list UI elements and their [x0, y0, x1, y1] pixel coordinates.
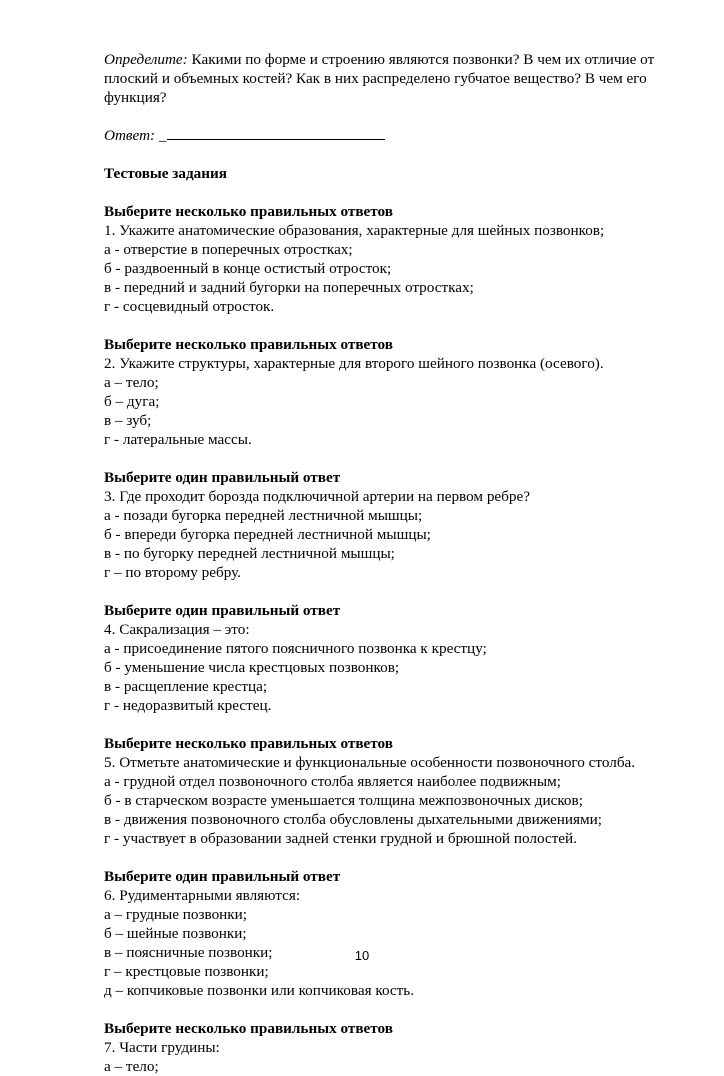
task-5 — [104, 734, 664, 848]
task-instruction: Выберите один правильный ответ — [104, 469, 341, 486]
task-option: б - впереди бугорка передней лестничной мышцы; — [104, 526, 431, 543]
task-option: г - недоразвитый крестец. — [104, 697, 272, 714]
task-list — [104, 202, 664, 1076]
task-option: а – тело; — [104, 1058, 159, 1075]
answer-field — [104, 126, 664, 145]
task-instruction: Выберите один правильный ответ — [104, 868, 341, 885]
task-option: в – зуб; — [104, 412, 152, 429]
task-option: а - присоединение пятого поясничного позвонка к крестцу; — [104, 640, 487, 657]
task-2 — [104, 335, 664, 449]
task-1 — [104, 202, 664, 316]
task-question: 6. Рудиментарными являются: — [104, 887, 301, 904]
task-question: 1. Укажите анатомические образования, характерные для шейных позвонков; — [104, 222, 605, 239]
task-question: 7. Части грудины: — [104, 1039, 220, 1056]
task-option: а - позади бугорка передней лестничной мышцы; — [104, 507, 423, 524]
task-7 — [104, 1019, 664, 1076]
task-option: д – копчиковые позвонки или копчиковая кость. — [104, 982, 415, 999]
intro-text: Какими по форме и строению являются позвонки? В чем их отличие от плоский и объемных костей? Как в них распределено губчатое вещество? В чем его функция? — [104, 51, 655, 106]
task-option: б - раздвоенный в конце остистый отросток; — [104, 260, 392, 277]
task-instruction: Выберите несколько правильных ответов — [104, 336, 393, 353]
task-question: 2. Укажите структуры, характерные для второго шейного позвонка (осевого). — [104, 355, 604, 372]
task-3 — [104, 468, 664, 582]
task-option: б – дуга; — [104, 393, 160, 410]
task-option: в - по бугорку передней лестничной мышцы; — [104, 545, 395, 562]
task-option: г - сосцевидный отросток. — [104, 298, 275, 315]
intro-label: Определите: — [104, 51, 188, 68]
task-option: в - движения позвоночного столба обусловлены дыхательными движениями; — [104, 811, 602, 828]
task-option: б - в старческом возрасте уменьшается толщина межпозвоночных дисков; — [104, 792, 583, 809]
page-content — [104, 50, 664, 1076]
answer-line — [167, 126, 385, 140]
answer-label: Ответ: — [104, 127, 156, 144]
page-number: 10 — [354, 948, 370, 963]
task-option: г - латеральные массы. — [104, 431, 252, 448]
task-option: а - грудной отдел позвоночного столба является наиболее подвижным; — [104, 773, 561, 790]
task-option: г – по второму ребру. — [104, 564, 241, 581]
task-instruction: Выберите несколько правильных ответов — [104, 203, 393, 220]
intro-paragraph — [104, 50, 664, 107]
task-option: а - отверстие в поперечных отростках; — [104, 241, 353, 258]
task-instruction: Выберите один правильный ответ — [104, 602, 341, 619]
task-option: г - участвует в образовании задней стенки грудной и брюшной полостей. — [104, 830, 577, 847]
task-option: б - уменьшение числа крестцовых позвонков; — [104, 659, 400, 676]
task-4 — [104, 601, 664, 715]
section-title: Тестовые задания — [104, 165, 227, 182]
task-instruction: Выберите несколько правильных ответов — [104, 1020, 393, 1037]
task-question: 3. Где проходит борозда подключичной артерии на первом ребре? — [104, 488, 530, 505]
task-question: 4. Сакрализация – это: — [104, 621, 250, 638]
task-option: б – шейные позвонки; — [104, 925, 247, 942]
task-question: 5. Отметьте анатомические и функциональные особенности позвоночного столба. — [104, 754, 636, 771]
task-6 — [104, 867, 664, 1000]
task-option: в - передний и задний бугорки на поперечных отростках; — [104, 279, 474, 296]
task-option: а – грудные позвонки; — [104, 906, 248, 923]
task-option: г – крестцовые позвонки; — [104, 963, 269, 980]
task-option: а – тело; — [104, 374, 159, 391]
task-instruction: Выберите несколько правильных ответов — [104, 735, 393, 752]
answer-blank: _ — [155, 127, 167, 144]
task-option: в - расщепление крестца; — [104, 678, 268, 695]
task-option: в – поясничные позвонки; — [104, 944, 273, 961]
